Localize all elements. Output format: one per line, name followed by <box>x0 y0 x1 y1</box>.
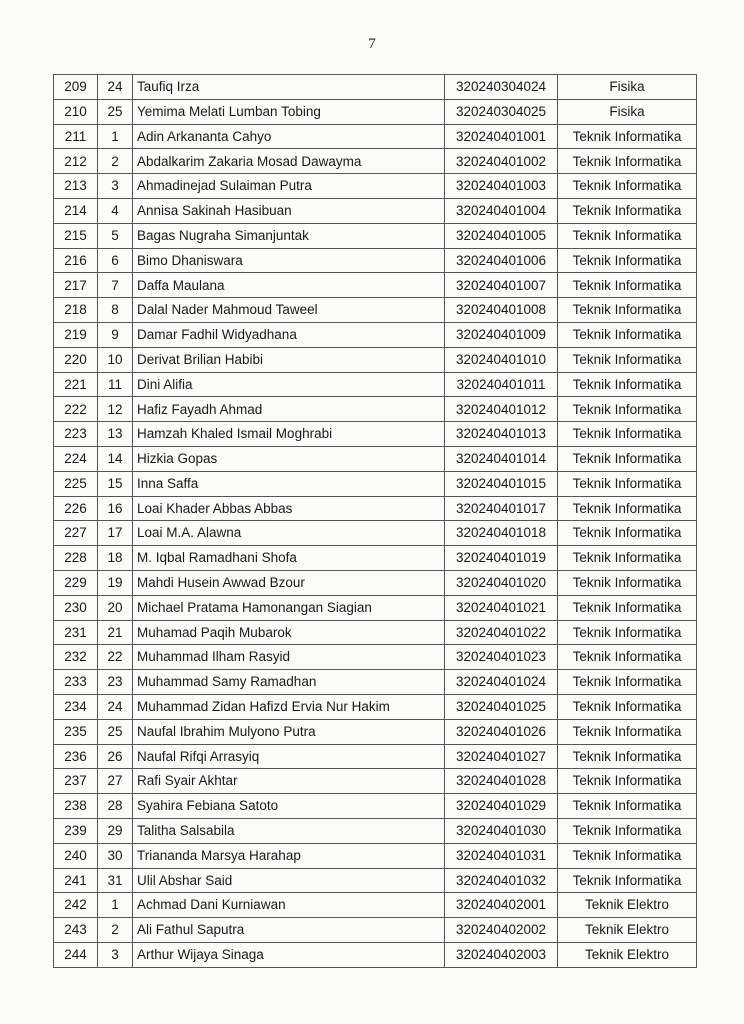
student-id-cell: 320240401028 <box>445 769 558 794</box>
row-number-cell: 209 <box>54 75 98 100</box>
table-row <box>54 893 697 918</box>
program-index-cell: 3 <box>98 174 133 199</box>
student-name-cell: Naufal Ibrahim Mulyono Putra <box>133 719 445 744</box>
student-name-cell: Damar Fadhil Widyadhana <box>133 322 445 347</box>
study-program-cell: Teknik Informatika <box>558 843 697 868</box>
table-row <box>54 595 697 620</box>
table-row <box>54 422 697 447</box>
student-name-cell: Yemima Melati Lumban Tobing <box>133 99 445 124</box>
student-id-cell: 320240401027 <box>445 744 558 769</box>
program-index-cell: 25 <box>98 719 133 744</box>
program-index-cell: 17 <box>98 521 133 546</box>
student-name-cell: Talitha Salsabila <box>133 818 445 843</box>
table-row <box>54 868 697 893</box>
study-program-cell: Teknik Informatika <box>558 124 697 149</box>
student-id-cell: 320240401003 <box>445 174 558 199</box>
row-number-cell: 231 <box>54 620 98 645</box>
study-program-cell: Teknik Informatika <box>558 372 697 397</box>
program-index-cell: 20 <box>98 595 133 620</box>
row-number-cell: 223 <box>54 422 98 447</box>
student-name-cell: Hamzah Khaled Ismail Moghrabi <box>133 422 445 447</box>
student-id-cell: 320240401026 <box>445 719 558 744</box>
row-number-cell: 243 <box>54 918 98 943</box>
student-id-cell: 320240401008 <box>445 298 558 323</box>
table-row <box>54 99 697 124</box>
study-program-cell: Teknik Informatika <box>558 521 697 546</box>
program-index-cell: 26 <box>98 744 133 769</box>
study-program-cell: Teknik Informatika <box>558 794 697 819</box>
student-name-cell: Muhammad Zidan Hafizd Ervia Nur Hakim <box>133 694 445 719</box>
student-name-cell: Ulil Abshar Said <box>133 868 445 893</box>
study-program-cell: Teknik Informatika <box>558 570 697 595</box>
row-number-cell: 211 <box>54 124 98 149</box>
student-name-cell: Adin Arkananta Cahyo <box>133 124 445 149</box>
study-program-cell: Teknik Informatika <box>558 273 697 298</box>
student-id-cell: 320240401014 <box>445 446 558 471</box>
table-row <box>54 198 697 223</box>
table-row <box>54 298 697 323</box>
row-number-cell: 244 <box>54 942 98 967</box>
student-id-cell: 320240401007 <box>445 273 558 298</box>
student-name-cell: Dalal Nader Mahmoud Taweel <box>133 298 445 323</box>
row-number-cell: 224 <box>54 446 98 471</box>
program-index-cell: 9 <box>98 322 133 347</box>
student-name-cell: Abdalkarim Zakaria Mosad Dawayma <box>133 149 445 174</box>
program-index-cell: 5 <box>98 223 133 248</box>
student-name-cell: Muhammad Samy Ramadhan <box>133 670 445 695</box>
program-index-cell: 10 <box>98 347 133 372</box>
row-number-cell: 210 <box>54 99 98 124</box>
student-name-cell: Muhammad Ilham Rasyid <box>133 645 445 670</box>
row-number-cell: 238 <box>54 794 98 819</box>
program-index-cell: 2 <box>98 918 133 943</box>
table-row <box>54 546 697 571</box>
row-number-cell: 222 <box>54 397 98 422</box>
study-program-cell: Teknik Informatika <box>558 645 697 670</box>
student-name-cell: Dini Alifia <box>133 372 445 397</box>
table-row <box>54 719 697 744</box>
row-number-cell: 217 <box>54 273 98 298</box>
row-number-cell: 230 <box>54 595 98 620</box>
program-index-cell: 21 <box>98 620 133 645</box>
table-row <box>54 794 697 819</box>
program-index-cell: 3 <box>98 942 133 967</box>
row-number-cell: 216 <box>54 248 98 273</box>
student-name-cell: Loai M.A. Alawna <box>133 521 445 546</box>
study-program-cell: Teknik Informatika <box>558 198 697 223</box>
program-index-cell: 2 <box>98 149 133 174</box>
student-id-cell: 320240401029 <box>445 794 558 819</box>
student-id-cell: 320240401023 <box>445 645 558 670</box>
student-id-cell: 320240401022 <box>445 620 558 645</box>
student-table <box>53 74 697 968</box>
table-row <box>54 620 697 645</box>
program-index-cell: 6 <box>98 248 133 273</box>
row-number-cell: 232 <box>54 645 98 670</box>
table-row <box>54 843 697 868</box>
student-id-cell: 320240401032 <box>445 868 558 893</box>
table-row <box>54 372 697 397</box>
student-name-cell: Bagas Nugraha Simanjuntak <box>133 223 445 248</box>
student-name-cell: Naufal Rifqi Arrasyiq <box>133 744 445 769</box>
row-number-cell: 240 <box>54 843 98 868</box>
study-program-cell: Teknik Elektro <box>558 893 697 918</box>
study-program-cell: Teknik Informatika <box>558 174 697 199</box>
row-number-cell: 239 <box>54 818 98 843</box>
table-row <box>54 446 697 471</box>
row-number-cell: 214 <box>54 198 98 223</box>
student-id-cell: 320240401004 <box>445 198 558 223</box>
student-id-cell: 320240401002 <box>445 149 558 174</box>
table-row <box>54 570 697 595</box>
student-id-cell: 320240401021 <box>445 595 558 620</box>
student-name-cell: Michael Pratama Hamonangan Siagian <box>133 595 445 620</box>
student-name-cell: M. Iqbal Ramadhani Shofa <box>133 546 445 571</box>
program-index-cell: 1 <box>98 893 133 918</box>
study-program-cell: Teknik Informatika <box>558 347 697 372</box>
study-program-cell: Teknik Informatika <box>558 670 697 695</box>
student-id-cell: 320240401020 <box>445 570 558 595</box>
student-name-cell: Inna Saffa <box>133 471 445 496</box>
program-index-cell: 23 <box>98 670 133 695</box>
student-name-cell: Hafiz Fayadh Ahmad <box>133 397 445 422</box>
student-id-cell: 320240401025 <box>445 694 558 719</box>
row-number-cell: 228 <box>54 546 98 571</box>
program-index-cell: 31 <box>98 868 133 893</box>
table-row <box>54 174 697 199</box>
student-name-cell: Syahira Febiana Satoto <box>133 794 445 819</box>
table-row <box>54 496 697 521</box>
program-index-cell: 18 <box>98 546 133 571</box>
student-id-cell: 320240402003 <box>445 942 558 967</box>
student-id-cell: 320240304024 <box>445 75 558 100</box>
student-name-cell: Triananda Marsya Harahap <box>133 843 445 868</box>
student-name-cell: Rafi Syair Akhtar <box>133 769 445 794</box>
student-id-cell: 320240401006 <box>445 248 558 273</box>
student-id-cell: 320240401001 <box>445 124 558 149</box>
row-number-cell: 237 <box>54 769 98 794</box>
row-number-cell: 215 <box>54 223 98 248</box>
student-name-cell: Annisa Sakinah Hasibuan <box>133 198 445 223</box>
student-name-cell: Muhamad Paqih Mubarok <box>133 620 445 645</box>
row-number-cell: 235 <box>54 719 98 744</box>
student-id-cell: 320240402001 <box>445 893 558 918</box>
row-number-cell: 241 <box>54 868 98 893</box>
program-index-cell: 11 <box>98 372 133 397</box>
study-program-cell: Teknik Informatika <box>558 223 697 248</box>
table-row <box>54 670 697 695</box>
study-program-cell: Teknik Informatika <box>558 422 697 447</box>
student-id-cell: 320240401015 <box>445 471 558 496</box>
study-program-cell: Teknik Informatika <box>558 446 697 471</box>
row-number-cell: 229 <box>54 570 98 595</box>
row-number-cell: 221 <box>54 372 98 397</box>
study-program-cell: Teknik Informatika <box>558 471 697 496</box>
table-row <box>54 223 697 248</box>
row-number-cell: 220 <box>54 347 98 372</box>
student-name-cell: Daffa Maulana <box>133 273 445 298</box>
study-program-cell: Teknik Informatika <box>558 769 697 794</box>
program-index-cell: 13 <box>98 422 133 447</box>
student-name-cell: Bimo Dhaniswara <box>133 248 445 273</box>
table-row <box>54 521 697 546</box>
table-row <box>54 273 697 298</box>
program-index-cell: 30 <box>98 843 133 868</box>
program-index-cell: 12 <box>98 397 133 422</box>
page-number: 7 <box>368 36 376 52</box>
student-id-cell: 320240401009 <box>445 322 558 347</box>
program-index-cell: 16 <box>98 496 133 521</box>
study-program-cell: Teknik Informatika <box>558 397 697 422</box>
table-row <box>54 322 697 347</box>
table-row <box>54 124 697 149</box>
student-id-cell: 320240401017 <box>445 496 558 521</box>
program-index-cell: 25 <box>98 99 133 124</box>
student-id-cell: 320240401031 <box>445 843 558 868</box>
row-number-cell: 213 <box>54 174 98 199</box>
study-program-cell: Teknik Informatika <box>558 694 697 719</box>
program-index-cell: 29 <box>98 818 133 843</box>
row-number-cell: 218 <box>54 298 98 323</box>
program-index-cell: 1 <box>98 124 133 149</box>
student-name-cell: Ali Fathul Saputra <box>133 918 445 943</box>
student-name-cell: Arthur Wijaya Sinaga <box>133 942 445 967</box>
row-number-cell: 226 <box>54 496 98 521</box>
row-number-cell: 234 <box>54 694 98 719</box>
student-name-cell: Hizkia Gopas <box>133 446 445 471</box>
study-program-cell: Teknik Informatika <box>558 868 697 893</box>
table-row <box>54 248 697 273</box>
table-row <box>54 918 697 943</box>
student-name-cell: Loai Khader Abbas Abbas <box>133 496 445 521</box>
program-index-cell: 24 <box>98 694 133 719</box>
student-id-cell: 320240401030 <box>445 818 558 843</box>
student-name-cell: Achmad Dani Kurniawan <box>133 893 445 918</box>
study-program-cell: Teknik Informatika <box>558 298 697 323</box>
table-row <box>54 149 697 174</box>
program-index-cell: 24 <box>98 75 133 100</box>
study-program-cell: Teknik Informatika <box>558 620 697 645</box>
study-program-cell: Fisika <box>558 75 697 100</box>
program-index-cell: 28 <box>98 794 133 819</box>
study-program-cell: Teknik Informatika <box>558 149 697 174</box>
student-id-cell: 320240401019 <box>445 546 558 571</box>
row-number-cell: 227 <box>54 521 98 546</box>
table-row <box>54 694 697 719</box>
table-row <box>54 818 697 843</box>
program-index-cell: 22 <box>98 645 133 670</box>
student-name-cell: Derivat Brilian Habibi <box>133 347 445 372</box>
table-row <box>54 471 697 496</box>
study-program-cell: Teknik Informatika <box>558 546 697 571</box>
program-index-cell: 7 <box>98 273 133 298</box>
program-index-cell: 4 <box>98 198 133 223</box>
study-program-cell: Teknik Informatika <box>558 595 697 620</box>
table-row <box>54 347 697 372</box>
study-program-cell: Teknik Informatika <box>558 818 697 843</box>
table-row <box>54 397 697 422</box>
student-name-cell: Taufiq Irza <box>133 75 445 100</box>
student-id-cell: 320240401010 <box>445 347 558 372</box>
row-number-cell: 233 <box>54 670 98 695</box>
row-number-cell: 236 <box>54 744 98 769</box>
student-name-cell: Ahmadinejad Sulaiman Putra <box>133 174 445 199</box>
student-id-cell: 320240401011 <box>445 372 558 397</box>
student-id-cell: 320240401005 <box>445 223 558 248</box>
table-row <box>54 744 697 769</box>
study-program-cell: Teknik Informatika <box>558 744 697 769</box>
student-id-cell: 320240401024 <box>445 670 558 695</box>
program-index-cell: 14 <box>98 446 133 471</box>
student-id-cell: 320240304025 <box>445 99 558 124</box>
study-program-cell: Teknik Informatika <box>558 248 697 273</box>
table-row <box>54 645 697 670</box>
table-body <box>54 75 697 968</box>
student-id-cell: 320240401018 <box>445 521 558 546</box>
study-program-cell: Fisika <box>558 99 697 124</box>
program-index-cell: 19 <box>98 570 133 595</box>
row-number-cell: 225 <box>54 471 98 496</box>
student-id-cell: 320240402002 <box>445 918 558 943</box>
row-number-cell: 212 <box>54 149 98 174</box>
table-row <box>54 942 697 967</box>
study-program-cell: Teknik Informatika <box>558 719 697 744</box>
study-program-cell: Teknik Elektro <box>558 942 697 967</box>
program-index-cell: 8 <box>98 298 133 323</box>
student-name-cell: Mahdi Husein Awwad Bzour <box>133 570 445 595</box>
study-program-cell: Teknik Informatika <box>558 496 697 521</box>
student-id-cell: 320240401013 <box>445 422 558 447</box>
study-program-cell: Teknik Informatika <box>558 322 697 347</box>
row-number-cell: 242 <box>54 893 98 918</box>
program-index-cell: 15 <box>98 471 133 496</box>
table-row <box>54 75 697 100</box>
row-number-cell: 219 <box>54 322 98 347</box>
table-row <box>54 769 697 794</box>
program-index-cell: 27 <box>98 769 133 794</box>
student-id-cell: 320240401012 <box>445 397 558 422</box>
study-program-cell: Teknik Elektro <box>558 918 697 943</box>
